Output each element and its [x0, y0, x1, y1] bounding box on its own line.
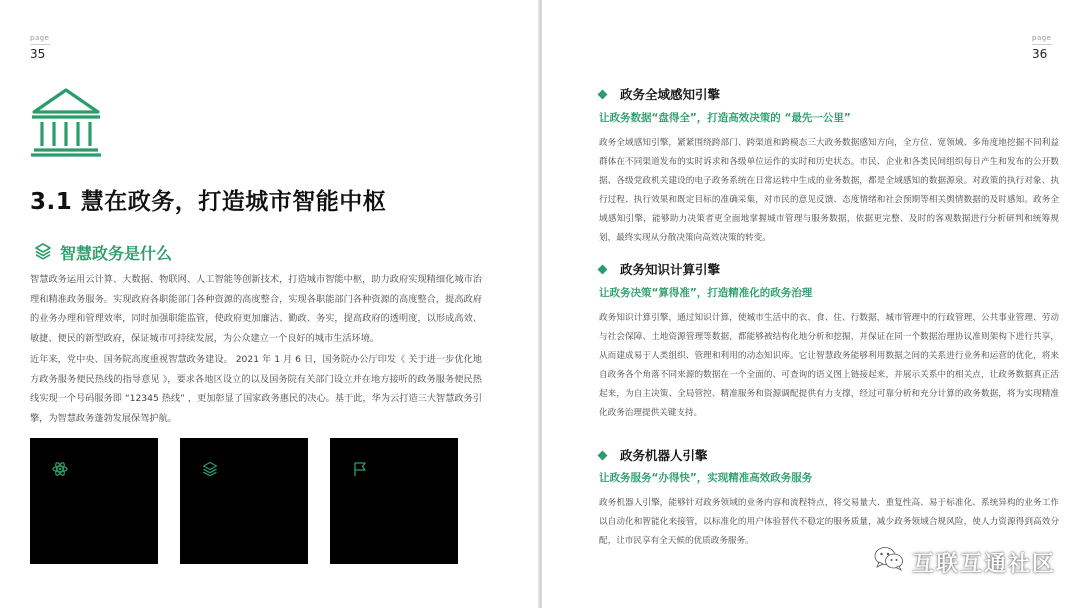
policy-paragraph: 近年来，党中央、国务院高度重视智慧政务建设。 2021 年 1 月 6 日，国务院办公厅印发《 关于进一步优化地方政务服务便民热线的指导意见 》，要求各地区设立的以及国务院有关部门设立并在地方接听的政务服务便民热线实现一个号码服务即 “12345 热线” ，更加彰显了国家政务惠民的决心。基于此，华为云打造三大智慧政务引擎，为智慧政务蓬勃发展保驾护航。 — [30, 354, 482, 424]
engine-card — [180, 438, 308, 564]
layers-icon — [34, 242, 52, 264]
section-header — [599, 260, 720, 278]
section-body: 政务全域感知引擎，紧紧围绕跨部门、跨渠道和跨模态三大政务数据感知方向，全方位、宽领域、多角度地挖掘不同利益群体在不同渠道发布的实时诉求和各级单位运作的实时和历史状态。市民、企业和各类民间组织每日产生和发布的公开数据、各级党政机关建设的电子政务系统在日常运转中生成的业务数据，都是全域感知的数据源泉。对政策的执行对象、执行过程、执行效果和既定目标的准确采集，对市民的意见反馈、态度情绪和社会预期等相关舆情数据的及时感知。政务全域感知引擎，能够助力决策者更全面地掌握城市管理与服务数据，依据更完整、及时的客观数据进行分析研判和统筹规划，最终实现从分散决策向高效决策的转变。 — [599, 138, 1059, 243]
flag-icon — [352, 461, 368, 481]
section-title: 政务全域感知引擎 — [620, 87, 721, 102]
section-tagline: 让政务数据“盘得全”，打造高效决策的 “最先一公里” — [599, 112, 851, 124]
diamond-bullet-icon — [598, 264, 608, 274]
page-number: 35 — [30, 47, 46, 61]
page-rule — [1032, 44, 1052, 45]
section-header — [599, 85, 720, 103]
atom-icon — [52, 461, 68, 481]
section-tagline: 让政务服务“办得快”，实现精准高效政务服务 — [599, 472, 813, 484]
section-title: 政务知识计算引擎 — [620, 262, 721, 277]
section-title: 政务机器人引擎 — [620, 448, 708, 463]
engine-card — [330, 438, 458, 564]
layers-icon — [202, 461, 218, 481]
page-rule — [30, 44, 50, 45]
engine-card — [30, 438, 158, 564]
subheading-row — [34, 241, 172, 264]
diamond-bullet-icon — [598, 450, 608, 460]
subheading: 智慧政务是什么 — [60, 244, 173, 263]
section-tagline: 让政务决策“算得准”，打造精准化的政务治理 — [599, 287, 813, 299]
section-header — [599, 446, 708, 464]
wechat-icon — [874, 546, 912, 578]
diamond-bullet-icon — [598, 89, 608, 99]
intro-paragraph: 智慧政务运用云计算、大数据、物联网、人工智能等创新技术，打造城市智能中枢，助力政府实现精细化城市治理和精准政务服务。实现政府各职能部门各种资源的高度整合，实现各职能部门各种资源的高度整合，提高政府的业务办理和管理效率，同时加强职能监管，使政府更加廉洁、勤政、务实，提高政府的透明度，以形成高效、敏捷、便民的新型政府，保证城市可持续发展，为公众建立一个良好的城市生活环境。 — [30, 274, 482, 344]
section-body: 政务机器人引擎，能够针对政务领域的业务内容和流程特点，将交易量大、重复性高、易于标准化、系统异构的业务工作以自动化和智能化来接管，以标准化的用户体验替代不稳定的服务质量，减少政务领域合规风险，使人力资源得到高效分配，让市民享有全天候的优质政务服务。 — [599, 498, 1059, 546]
page-label: page — [1032, 34, 1052, 42]
left-page — [0, 0, 538, 608]
section-heading: 3.1 慧在政务，打造城市智能中枢 — [30, 189, 387, 215]
watermark — [874, 546, 1056, 578]
right-page — [542, 0, 1080, 608]
page-number: 36 — [1032, 47, 1048, 61]
page-label: page — [30, 34, 50, 42]
watermark-text: 互联互通社区 — [911, 551, 1056, 577]
government-building-icon — [30, 86, 102, 162]
section-body: 政务知识计算引擎，通过知识计算，使城市生活中的衣、食、住、行数据，城市管理中的行政管理、公共事业管理、劳动与社会保障、土地资源管理等数据，都能够被结构化地分析和挖掘，并保证在同一个数据治理协议准则架构下进行共享，从而建成易于人类组织、管理和利用的动态知识库。它让智慧政务能够利用数据之间的关系进行业务和运营的优化，将来自政务各个角落不同来源的数据在一个全面的、可查询的语义图上链接起来，并展示关系中的相关点，让政务数据真正活起来，为自主决策、全局管控、精准服务和资源调配提供有力支撑，经过可靠分析和充分计算的政务数据，将为实现精准化政务治理提供关键支持。 — [599, 313, 1059, 418]
